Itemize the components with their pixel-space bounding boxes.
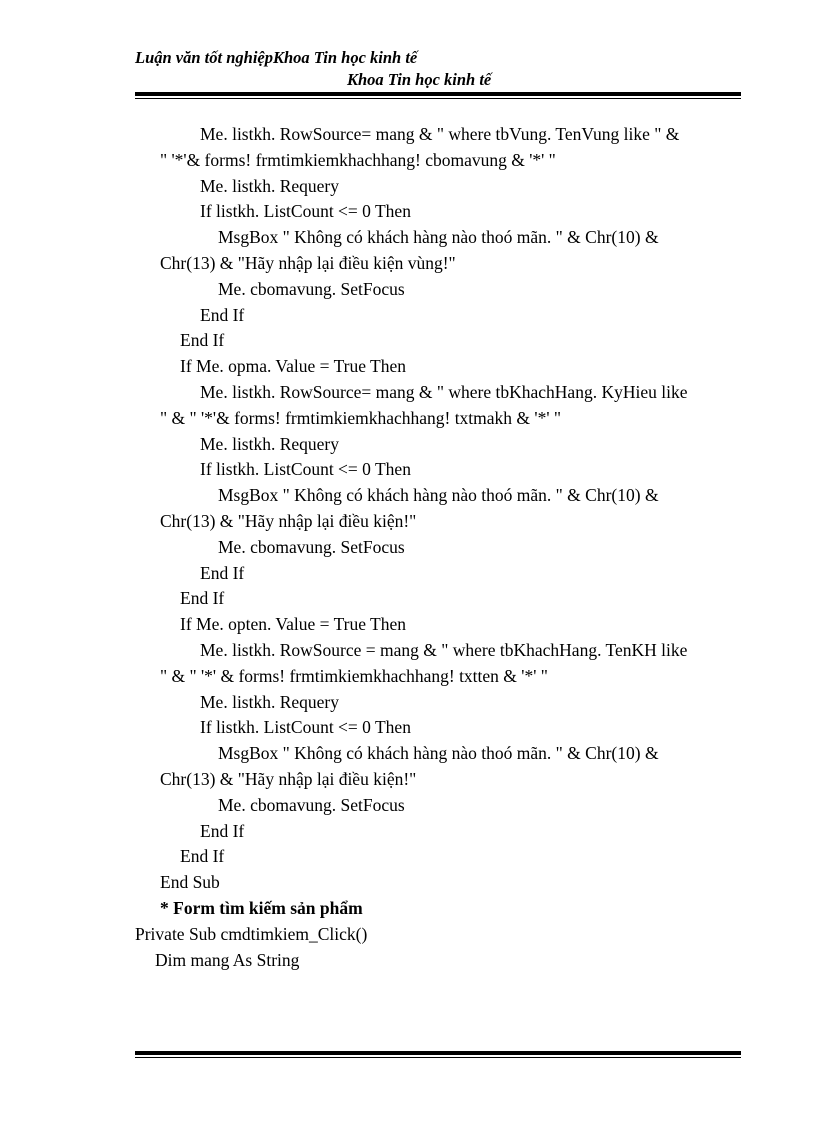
code-line-33: Dim mang As String bbox=[155, 949, 300, 970]
code-line-28: End If bbox=[200, 820, 245, 841]
code-line-7: Me. cbomavung. SetFocus bbox=[218, 278, 405, 299]
code-line-29: End If bbox=[180, 846, 225, 867]
code-line-14: If listkh. ListCount <= 0 Then bbox=[200, 459, 411, 480]
header-rule bbox=[135, 92, 741, 100]
code-line-27: Me. cbomavung. SetFocus bbox=[218, 794, 405, 815]
header-faculty: Khoa Tin học kinh tế bbox=[347, 70, 492, 89]
code-line-25: MsgBox " Không có khách hàng nào thoó mãn. " & Chr(10) & bbox=[218, 743, 659, 764]
code-line-16: Chr(13) & "Hãy nhập lại điều kiện!" bbox=[160, 511, 417, 531]
code-line-22: " & " '*' & forms! frmtimkiemkhachhang! txtten & '*' " bbox=[160, 665, 548, 686]
code-line-1: Me. listkh. RowSource= mang & " where tbVung. TenVung like " & bbox=[200, 124, 680, 144]
code-line-10: If Me. opma. Value = True Then bbox=[180, 356, 407, 377]
code-line-24: If listkh. ListCount <= 0 Then bbox=[200, 717, 411, 738]
code-line-23: Me. listkh. Requery bbox=[200, 691, 340, 712]
code-line-17: Me. cbomavung. SetFocus bbox=[218, 536, 405, 557]
code-line-8: End If bbox=[200, 304, 245, 325]
code-line-9: End If bbox=[180, 330, 225, 351]
code-line-6: Chr(13) & "Hãy nhập lại điều kiện vùng!" bbox=[160, 253, 456, 273]
code-line-32: Private Sub cmdtimkiem_Click() bbox=[135, 923, 368, 944]
code-line-13: Me. listkh. Requery bbox=[200, 433, 340, 454]
code-line-5: MsgBox " Không có khách hàng nào thoó mãn. " & Chr(10) & bbox=[218, 227, 659, 248]
code-line-12: " & " '*'& forms! frmtimkiemkhachhang! txtmakh & '*' " bbox=[160, 407, 561, 428]
footer-rule bbox=[135, 1051, 741, 1059]
code-line-3: Me. listkh. Requery bbox=[200, 175, 340, 196]
code-line-26: Chr(13) & "Hãy nhập lại điều kiện!" bbox=[160, 769, 417, 789]
code-line-11: Me. listkh. RowSource= mang & " where tbKhachHang. KyHieu like bbox=[200, 382, 688, 402]
section-heading-product-search: * Form tìm kiếm sản phẩm bbox=[160, 898, 363, 918]
code-line-4: If listkh. ListCount <= 0 Then bbox=[200, 201, 411, 222]
code-line-30: End Sub bbox=[160, 872, 220, 893]
code-line-21: Me. listkh. RowSource = mang & " where tbKhachHang. TenKH like bbox=[200, 640, 688, 660]
code-line-15: MsgBox " Không có khách hàng nào thoó mãn. " & Chr(10) & bbox=[218, 485, 659, 506]
code-line-19: End If bbox=[180, 588, 225, 609]
code-line-18: End If bbox=[200, 562, 245, 583]
header-thesis-title: Luận văn tốt nghiệpKhoa Tin học kinh tế bbox=[135, 48, 418, 67]
code-line-20: If Me. opten. Value = True Then bbox=[180, 614, 407, 635]
code-line-2: " '*'& forms! frmtimkiemkhachhang! cbomavung & '*' " bbox=[160, 149, 556, 170]
